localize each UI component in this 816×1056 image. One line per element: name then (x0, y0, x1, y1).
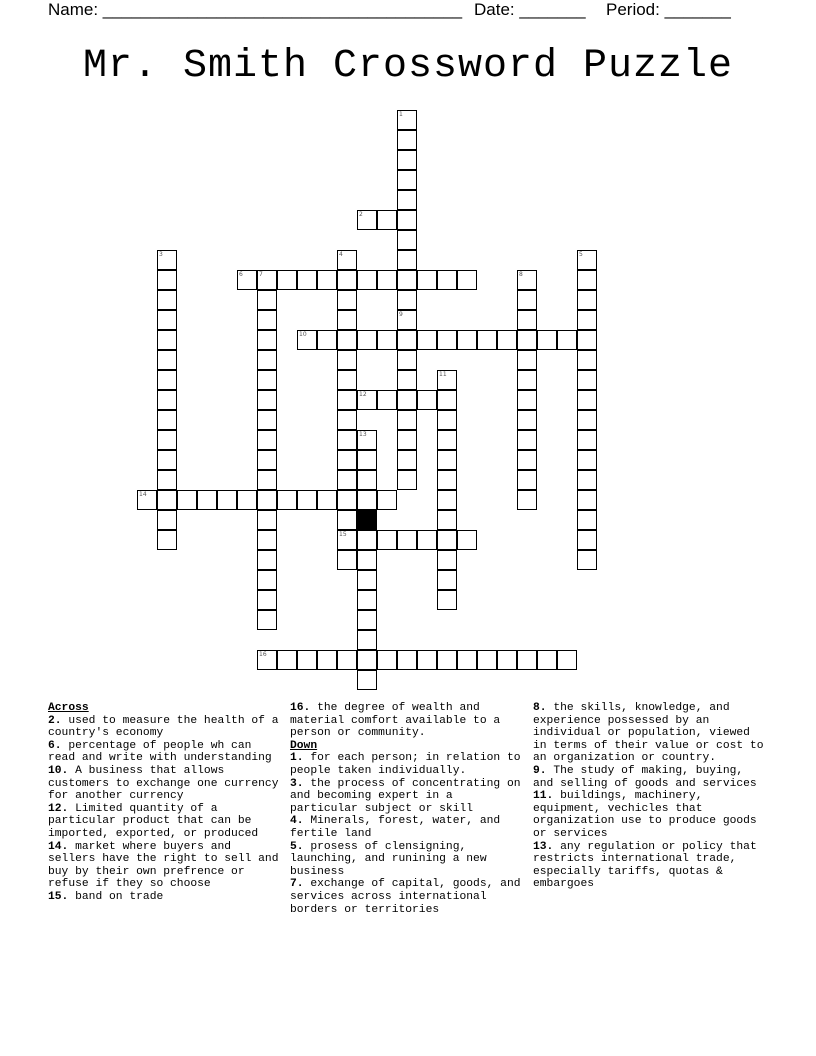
grid-cell[interactable] (337, 270, 357, 290)
grid-cell[interactable] (397, 230, 417, 250)
grid-cell[interactable] (397, 270, 417, 290)
grid-cell[interactable] (157, 410, 177, 430)
grid-cell[interactable] (517, 310, 537, 330)
grid-cell[interactable] (157, 450, 177, 470)
grid-cell[interactable] (437, 470, 457, 490)
clue-across-6: 6. percentage of people wh can read and write with understanding (48, 739, 272, 765)
grid-cell[interactable] (157, 390, 177, 410)
grid-cell[interactable] (557, 330, 577, 350)
grid-cell[interactable] (397, 150, 417, 170)
clue-across-15: 15. band on trade (48, 890, 164, 903)
grid-cell[interactable] (337, 450, 357, 470)
clue-across-10: 10. A business that allows customers to exchange one currency for another currency (48, 764, 279, 803)
down-heading: Down (290, 739, 318, 752)
grid-cell[interactable] (337, 650, 357, 670)
grid-black-cell (357, 510, 377, 530)
grid-cell[interactable] (517, 330, 537, 350)
clue-number-label: 15 (339, 531, 347, 538)
grid-cell[interactable] (157, 290, 177, 310)
grid-cell[interactable] (177, 490, 197, 510)
clue-number-label: 14 (139, 491, 147, 498)
grid-cell[interactable] (577, 510, 597, 530)
name-field[interactable]: Name: ______________________________________ (48, 0, 463, 19)
grid-cell[interactable] (417, 270, 437, 290)
grid-cell[interactable] (417, 390, 437, 410)
clues-column-3 (533, 702, 765, 891)
clue-down-3: 3. the process of concentrating on and becoming expert in a particular subject or skill (290, 777, 521, 815)
grid-cell[interactable] (437, 510, 457, 530)
clue-number-label: 12 (359, 391, 367, 398)
grid-cell[interactable] (397, 210, 417, 230)
clue-number-label: 16 (259, 651, 267, 658)
grid-cell[interactable] (397, 350, 417, 370)
grid-cell[interactable] (457, 530, 477, 550)
grid-cell[interactable] (157, 370, 177, 390)
clue-number-label: 3 (159, 251, 163, 258)
date-field[interactable]: Date: _______ (474, 0, 586, 19)
grid-cell[interactable] (277, 650, 297, 670)
page-title: Mr. Smith Crossword Puzzle (82, 44, 734, 89)
grid-cell[interactable] (257, 550, 277, 570)
grid-cell[interactable] (157, 530, 177, 550)
grid-cell[interactable] (257, 570, 277, 590)
grid-cell[interactable] (257, 390, 277, 410)
grid-cell[interactable] (397, 410, 417, 430)
grid-cell[interactable] (197, 490, 217, 510)
grid-cell[interactable] (257, 590, 277, 610)
grid-cell[interactable] (457, 270, 477, 290)
period-field[interactable]: Period: _______ (606, 0, 731, 19)
grid-cell[interactable] (577, 350, 597, 370)
grid-cell[interactable] (397, 430, 417, 450)
clue-number-label: 10 (299, 331, 307, 338)
grid-cell[interactable] (517, 390, 537, 410)
grid-cell[interactable] (277, 490, 297, 510)
clue-down-4: 4. Minerals, forest, water, and fertile land (290, 815, 501, 840)
clues-column-1 (48, 702, 280, 904)
grid-cell[interactable] (577, 410, 597, 430)
grid-cell[interactable] (377, 490, 397, 510)
grid-cell[interactable] (517, 410, 537, 430)
grid-cell[interactable] (397, 130, 417, 150)
grid-cell[interactable] (357, 590, 377, 610)
grid-cell[interactable] (257, 330, 277, 350)
grid-cell[interactable] (417, 650, 437, 670)
grid-cell[interactable] (437, 430, 457, 450)
grid-cell[interactable] (577, 430, 597, 450)
grid-cell[interactable] (577, 330, 597, 350)
grid-cell[interactable] (157, 470, 177, 490)
grid-cell[interactable] (357, 570, 377, 590)
grid-cell[interactable] (157, 270, 177, 290)
clue-down-13: 13. any regulation or policy that restricts international trade, especially tariffs, quotas & embargoes (533, 840, 757, 891)
grid-cell[interactable] (377, 210, 397, 230)
grid-cell[interactable] (397, 530, 417, 550)
grid-cell[interactable] (357, 550, 377, 570)
clue-down-5: 5. prosess of clensigning, launching, and runining a new business (290, 840, 487, 878)
clue-number-label: 6 (239, 271, 243, 278)
clue-down-1: 1. for each person; in relation to people taken individually. (290, 752, 521, 777)
grid-cell[interactable] (357, 530, 377, 550)
grid-cell[interactable] (157, 350, 177, 370)
grid-cell[interactable] (337, 470, 357, 490)
clue-number-label: 9 (399, 311, 403, 318)
grid-cell[interactable] (437, 490, 457, 510)
grid-cell[interactable] (257, 530, 277, 550)
grid-cell[interactable] (357, 450, 377, 470)
grid-cell[interactable] (337, 490, 357, 510)
grid-cell[interactable] (337, 390, 357, 410)
clue-number-label: 13 (359, 431, 367, 438)
grid-cell[interactable] (577, 470, 597, 490)
grid-cell[interactable] (397, 170, 417, 190)
grid-cell[interactable] (497, 650, 517, 670)
grid-cell[interactable] (357, 270, 377, 290)
grid-cell[interactable] (357, 670, 377, 690)
grid-cell[interactable] (317, 490, 337, 510)
grid-cell[interactable] (377, 650, 397, 670)
grid-cell[interactable] (297, 650, 317, 670)
grid-cell[interactable] (217, 490, 237, 510)
clue-number-label: 11 (439, 371, 447, 378)
clue-number-label: 4 (339, 251, 343, 258)
grid-cell[interactable] (257, 490, 277, 510)
grid-cell[interactable] (577, 550, 597, 570)
grid-cell[interactable] (337, 370, 357, 390)
grid-cell[interactable] (157, 490, 177, 510)
grid-cell[interactable] (357, 610, 377, 630)
grid-cell[interactable] (337, 330, 357, 350)
grid-cell[interactable] (397, 370, 417, 390)
grid-cell[interactable] (297, 490, 317, 510)
grid-cell[interactable] (577, 370, 597, 390)
grid-cell[interactable] (357, 650, 377, 670)
grid-cell[interactable] (437, 530, 457, 550)
grid-cell[interactable] (317, 650, 337, 670)
grid-cell[interactable] (437, 590, 457, 610)
grid-cell[interactable] (277, 270, 297, 290)
grid-cell[interactable] (397, 650, 417, 670)
grid-cell[interactable] (337, 350, 357, 370)
grid-cell[interactable] (257, 370, 277, 390)
grid-cell[interactable] (397, 450, 417, 470)
grid-cell[interactable] (257, 510, 277, 530)
grid-cell[interactable] (397, 470, 417, 490)
grid-cell[interactable] (257, 610, 277, 630)
grid-cell[interactable] (377, 390, 397, 410)
grid-cell[interactable] (377, 530, 397, 550)
clue-number-label: 5 (579, 251, 583, 258)
grid-cell[interactable] (337, 410, 357, 430)
clue-number-label: 1 (399, 111, 403, 118)
grid-cell[interactable] (517, 370, 537, 390)
grid-cell[interactable] (457, 650, 477, 670)
grid-cell[interactable] (357, 490, 377, 510)
grid-cell[interactable] (417, 330, 437, 350)
grid-cell[interactable] (537, 650, 557, 670)
grid-cell[interactable] (377, 270, 397, 290)
grid-cell[interactable] (517, 350, 537, 370)
clues-column-2 (290, 702, 522, 916)
grid-cell[interactable] (397, 330, 417, 350)
grid-cell[interactable] (437, 650, 457, 670)
grid-cell[interactable] (577, 270, 597, 290)
grid-cell[interactable] (377, 330, 397, 350)
grid-cell[interactable] (517, 470, 537, 490)
grid-cell[interactable] (437, 570, 457, 590)
grid-cell[interactable] (477, 330, 497, 350)
clue-number-label: 2 (359, 211, 363, 218)
grid-cell[interactable] (437, 330, 457, 350)
grid-cell[interactable] (257, 290, 277, 310)
grid-cell[interactable] (237, 490, 257, 510)
grid-cell[interactable] (577, 290, 597, 310)
clue-across-2: 2. used to measure the health of a country's economy (48, 714, 279, 740)
clue-number-label: 7 (259, 271, 263, 278)
grid-cell[interactable] (157, 430, 177, 450)
grid-cell[interactable] (537, 330, 557, 350)
grid-cell[interactable] (437, 270, 457, 290)
grid-cell[interactable] (257, 310, 277, 330)
grid-cell[interactable] (577, 310, 597, 330)
clue-down-11: 11. buildings, machinery, equipment, vechicles that organization use to produce goods or services (533, 790, 757, 840)
grid-cell[interactable] (257, 350, 277, 370)
grid-cell[interactable] (577, 390, 597, 410)
grid-cell[interactable] (337, 310, 357, 330)
clue-down-9: 9. The study of making, buying, and selling of goods and services (533, 764, 757, 790)
clue-down-8: 8. the skills, knowledge, and experience possessed by an individual or population, viewed in terms of their value or cost to an organization or country. (533, 702, 764, 765)
grid-cell[interactable] (577, 530, 597, 550)
grid-cell[interactable] (557, 650, 577, 670)
grid-cell[interactable] (437, 550, 457, 570)
grid-cell[interactable] (257, 430, 277, 450)
grid-cell[interactable] (157, 330, 177, 350)
grid-cell[interactable] (157, 510, 177, 530)
grid-cell[interactable] (397, 290, 417, 310)
grid-cell[interactable] (337, 430, 357, 450)
grid-cell[interactable] (517, 290, 537, 310)
grid-cell[interactable] (517, 490, 537, 510)
grid-cell[interactable] (517, 450, 537, 470)
grid-cell[interactable] (417, 530, 437, 550)
grid-cell[interactable] (357, 470, 377, 490)
grid-cell[interactable] (297, 270, 317, 290)
grid-cell[interactable] (437, 450, 457, 470)
grid-cell[interactable] (357, 630, 377, 650)
clue-down-7: 7. exchange of capital, goods, and services across international borders or territories (290, 878, 521, 916)
grid-cell[interactable] (317, 330, 337, 350)
grid-cell[interactable] (337, 510, 357, 530)
grid-cell[interactable] (317, 270, 337, 290)
grid-cell[interactable] (577, 450, 597, 470)
across-heading: Across (48, 702, 89, 714)
grid-cell[interactable] (517, 430, 537, 450)
grid-cell[interactable] (397, 190, 417, 210)
grid-cell[interactable] (257, 470, 277, 490)
clue-across-14: 14. market where buyers and sellers have the right to sell and buy by their own prefrence or refuse if they so choose (48, 840, 279, 891)
grid-cell[interactable] (357, 330, 377, 350)
grid-cell[interactable] (477, 650, 497, 670)
grid-cell[interactable] (337, 550, 357, 570)
grid-cell[interactable] (437, 390, 457, 410)
clue-number-label: 8 (519, 271, 523, 278)
grid-cell[interactable] (397, 250, 417, 270)
clue-across-12: 12. Limited quantity of a particular product that can be imported, exported, or produced (48, 802, 259, 840)
grid-cell[interactable] (577, 490, 597, 510)
grid-cell[interactable] (337, 290, 357, 310)
grid-cell[interactable] (157, 310, 177, 330)
clue-across-16: 16. the degree of wealth and material comfort available to a person or community. (290, 702, 501, 740)
grid-cell[interactable] (257, 450, 277, 470)
grid-cell[interactable] (397, 390, 417, 410)
grid-cell[interactable] (257, 410, 277, 430)
grid-cell[interactable] (517, 650, 537, 670)
grid-cell[interactable] (437, 410, 457, 430)
grid-cell[interactable] (497, 330, 517, 350)
grid-cell[interactable] (457, 330, 477, 350)
